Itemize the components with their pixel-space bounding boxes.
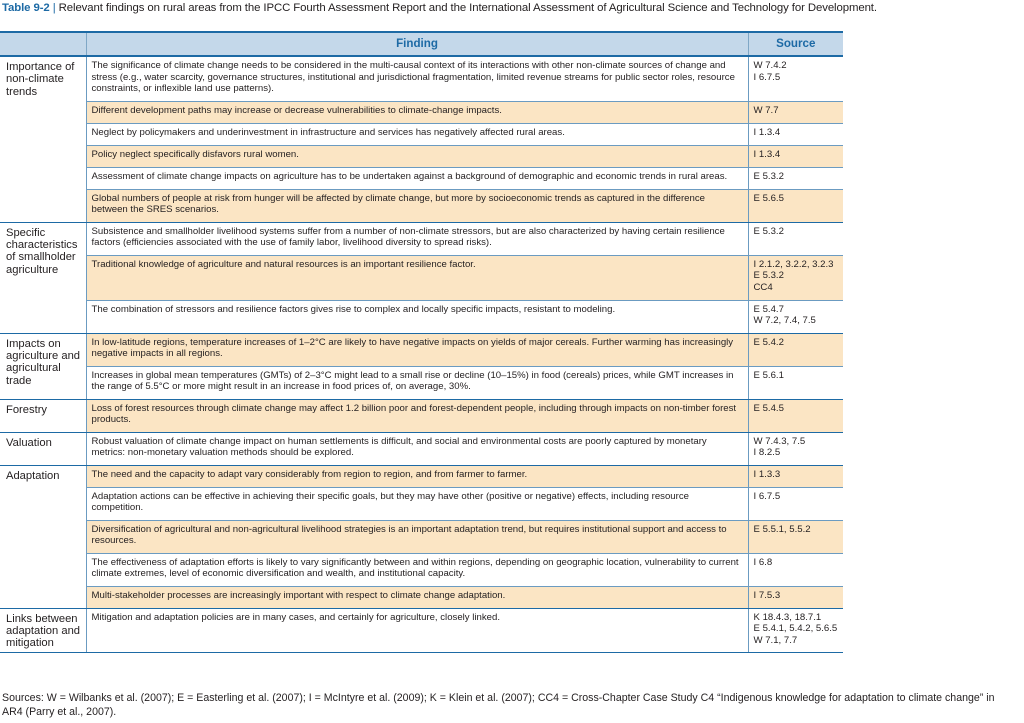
source-cell [748, 222, 843, 255]
table-row [0, 333, 843, 366]
findings-table [0, 31, 843, 653]
source-cell [748, 487, 843, 520]
source-cell [748, 586, 843, 608]
category-column-header [0, 32, 86, 56]
table-row [0, 465, 843, 487]
table-caption [2, 1, 1022, 15]
source-cell [748, 167, 843, 189]
source-reference: I 2.1.2, 3.2.2, 3.2.3 [753, 258, 834, 270]
source-reference: I 1.3.4 [753, 126, 781, 138]
source-reference: E 5.4.2 [753, 336, 784, 348]
finding-column-header: Finding [86, 32, 748, 56]
source-reference: E 5.6.5 [753, 192, 784, 204]
source-cell [748, 123, 843, 145]
table-row [0, 56, 843, 101]
source-cell [748, 465, 843, 487]
source-reference: I 1.3.3 [753, 468, 781, 480]
source-cell [748, 399, 843, 432]
source-reference: E 5.3.2 [753, 225, 784, 237]
source-reference: K 18.4.3, 18.7.1 [753, 611, 822, 623]
source-reference: E 5.6.1 [753, 369, 784, 381]
finding-cell: The need and the capacity to adapt vary considerably from region to region, and from farmer to farmer. [86, 465, 748, 487]
finding-cell: Policy neglect specifically disfavors rural women. [86, 145, 748, 167]
source-reference: I 1.3.4 [753, 148, 781, 160]
finding-cell: Different development paths may increase or decrease vulnerabilities to climate-change impacts. [86, 101, 748, 123]
source-cell [748, 56, 843, 101]
table-row [0, 222, 843, 255]
source-reference: I 7.5.3 [753, 589, 781, 601]
finding-cell: The combination of stressors and resilience factors gives rise to complex and locally specific impacts, resistant to modeling. [86, 300, 748, 333]
source-cell [748, 189, 843, 222]
source-cell [748, 432, 843, 465]
finding-cell: The effectiveness of adaptation efforts is likely to vary significantly between and within regions, depending on geographic location, vulnerability to current climate extremes, level of economic diversification and wealth, and institutional capacity. [86, 553, 748, 586]
source-reference: CC4 [753, 281, 773, 293]
finding-cell: In low-latitude regions, temperature increases of 1–2°C are likely to have negative impacts on yields of major cereals. Further warming has increasingly negative impacts in all regions. [86, 333, 748, 366]
finding-cell: Subsistence and smallholder livelihood systems suffer from a number of non-climate stressors, but are also characterized by having certain resilience factors (efficiencies associated with the use of family labor, livelihood diversity to spread risks). [86, 222, 748, 255]
category-cell: Adaptation [0, 465, 86, 608]
table-header-row [0, 32, 843, 56]
category-cell: Links between adaptation and mitigation [0, 608, 86, 652]
table-label: Table 9-2 [2, 2, 50, 14]
source-reference: W 7.7 [753, 104, 779, 116]
table-footnote: Sources: W = Wilbanks et al. (2007); E = Easterling et al. (2007); I = McIntyre et al. (2009); K = Klein et al. (2007); CC4 = Cross-Chapter Case Study C4 “Indigenous knowledge for adaptation to climate change” in AR4 (Parry et al., 2007). [2, 692, 995, 718]
table-row [0, 189, 843, 222]
source-reference: W 7.1, 7.7 [753, 634, 798, 646]
category-cell: Impacts on agriculture and agricultural trade [0, 333, 86, 399]
table-row [0, 399, 843, 432]
finding-cell: Mitigation and adaptation policies are in many cases, and certainly for agriculture, closely linked. [86, 608, 748, 652]
source-reference: W 7.4.3, 7.5 [753, 435, 806, 447]
finding-cell: Robust valuation of climate change impact on human settlements is difficult, and social and environmental costs are poorly captured by monetary metrics: non-monetary valuation methods should be explored. [86, 432, 748, 465]
table-row [0, 255, 843, 300]
table-row [0, 553, 843, 586]
source-reference: E 5.4.1, 5.4.2, 5.6.5 [753, 623, 838, 635]
category-cell: Valuation [0, 432, 86, 465]
source-column-header: Source [748, 32, 843, 56]
source-reference: W 7.2, 7.4, 7.5 [753, 315, 816, 327]
source-reference: E 5.4.5 [753, 402, 784, 414]
table-row [0, 520, 843, 553]
finding-cell: Increases in global mean temperatures (GMTs) of 2–3°C might lead to a small rise or decline (10–15%) in food (cereals) prices, while GMT increases in the range of 5.5°C or more might result in an increase in food prices of, on average, 30%. [86, 366, 748, 399]
table-row [0, 123, 843, 145]
source-reference: I 6.7.5 [753, 71, 781, 83]
table-row [0, 608, 843, 652]
caption-separator: | [52, 2, 56, 14]
source-cell [748, 300, 843, 333]
finding-cell: Traditional knowledge of agriculture and natural resources is an important resilience factor. [86, 255, 748, 300]
source-reference: E 5.3.2 [753, 270, 784, 282]
source-reference: E 5.4.7 [753, 303, 784, 315]
table-body [0, 56, 843, 652]
source-reference: I 6.8 [753, 556, 773, 568]
category-cell: Importance of non-climate trends [0, 56, 86, 222]
finding-cell: Adaptation actions can be effective in achieving their specific goals, but they may have other (positive or negative) effects, including resource competition. [86, 487, 748, 520]
source-reference: E 5.5.1, 5.5.2 [753, 523, 811, 535]
source-cell [748, 101, 843, 123]
category-cell: Forestry [0, 399, 86, 432]
finding-cell: Multi-stakeholder processes are increasingly important with respect to climate change adaptation. [86, 586, 748, 608]
category-cell: Specific characteristics of smallholder agriculture [0, 222, 86, 333]
table-row [0, 145, 843, 167]
table-row [0, 586, 843, 608]
source-cell [748, 145, 843, 167]
table-row [0, 101, 843, 123]
caption-text: Relevant findings on rural areas from the IPCC Fourth Assessment Report and the International Assessment of Agricultural Science and Technology for Development. [58, 2, 877, 14]
table-row [0, 167, 843, 189]
source-cell [748, 255, 843, 300]
source-reference: I 6.7.5 [753, 490, 781, 502]
source-cell [748, 366, 843, 399]
source-cell [748, 520, 843, 553]
table-row [0, 432, 843, 465]
finding-cell: The significance of climate change needs to be considered in the multi-causal context of its interactions with other non-climate sources of change and stress (e.g., water scarcity, governance structures, institutional and jurisdictional fragmentation, limited revenue streams for public sector roles, resource constraints, or inflexible land use patterns). [86, 56, 748, 101]
source-cell [748, 333, 843, 366]
source-reference: E 5.3.2 [753, 170, 784, 182]
finding-cell: Loss of forest resources through climate change may affect 1.2 billion poor and forest-dependent people, including through impacts on non-timber forest products. [86, 399, 748, 432]
finding-cell: Neglect by policymakers and underinvestment in infrastructure and services has negatively affected rural areas. [86, 123, 748, 145]
finding-cell: Assessment of climate change impacts on agriculture has to be undertaken against a background of demographic and economic trends in rural areas. [86, 167, 748, 189]
finding-cell: Global numbers of people at risk from hunger will be affected by climate change, but more by socioeconomic trends as captured in the difference between the SRES scenarios. [86, 189, 748, 222]
source-reference: W 7.4.2 [753, 60, 787, 71]
finding-cell: Diversification of agricultural and non-agricultural livelihood strategies is an important adaptation trend, but requires institutional support and access to resources. [86, 520, 748, 553]
source-reference: I 8.2.5 [753, 447, 781, 459]
table-row [0, 300, 843, 333]
source-cell [748, 608, 843, 652]
source-cell [748, 553, 843, 586]
table-row [0, 366, 843, 399]
table-row [0, 487, 843, 520]
